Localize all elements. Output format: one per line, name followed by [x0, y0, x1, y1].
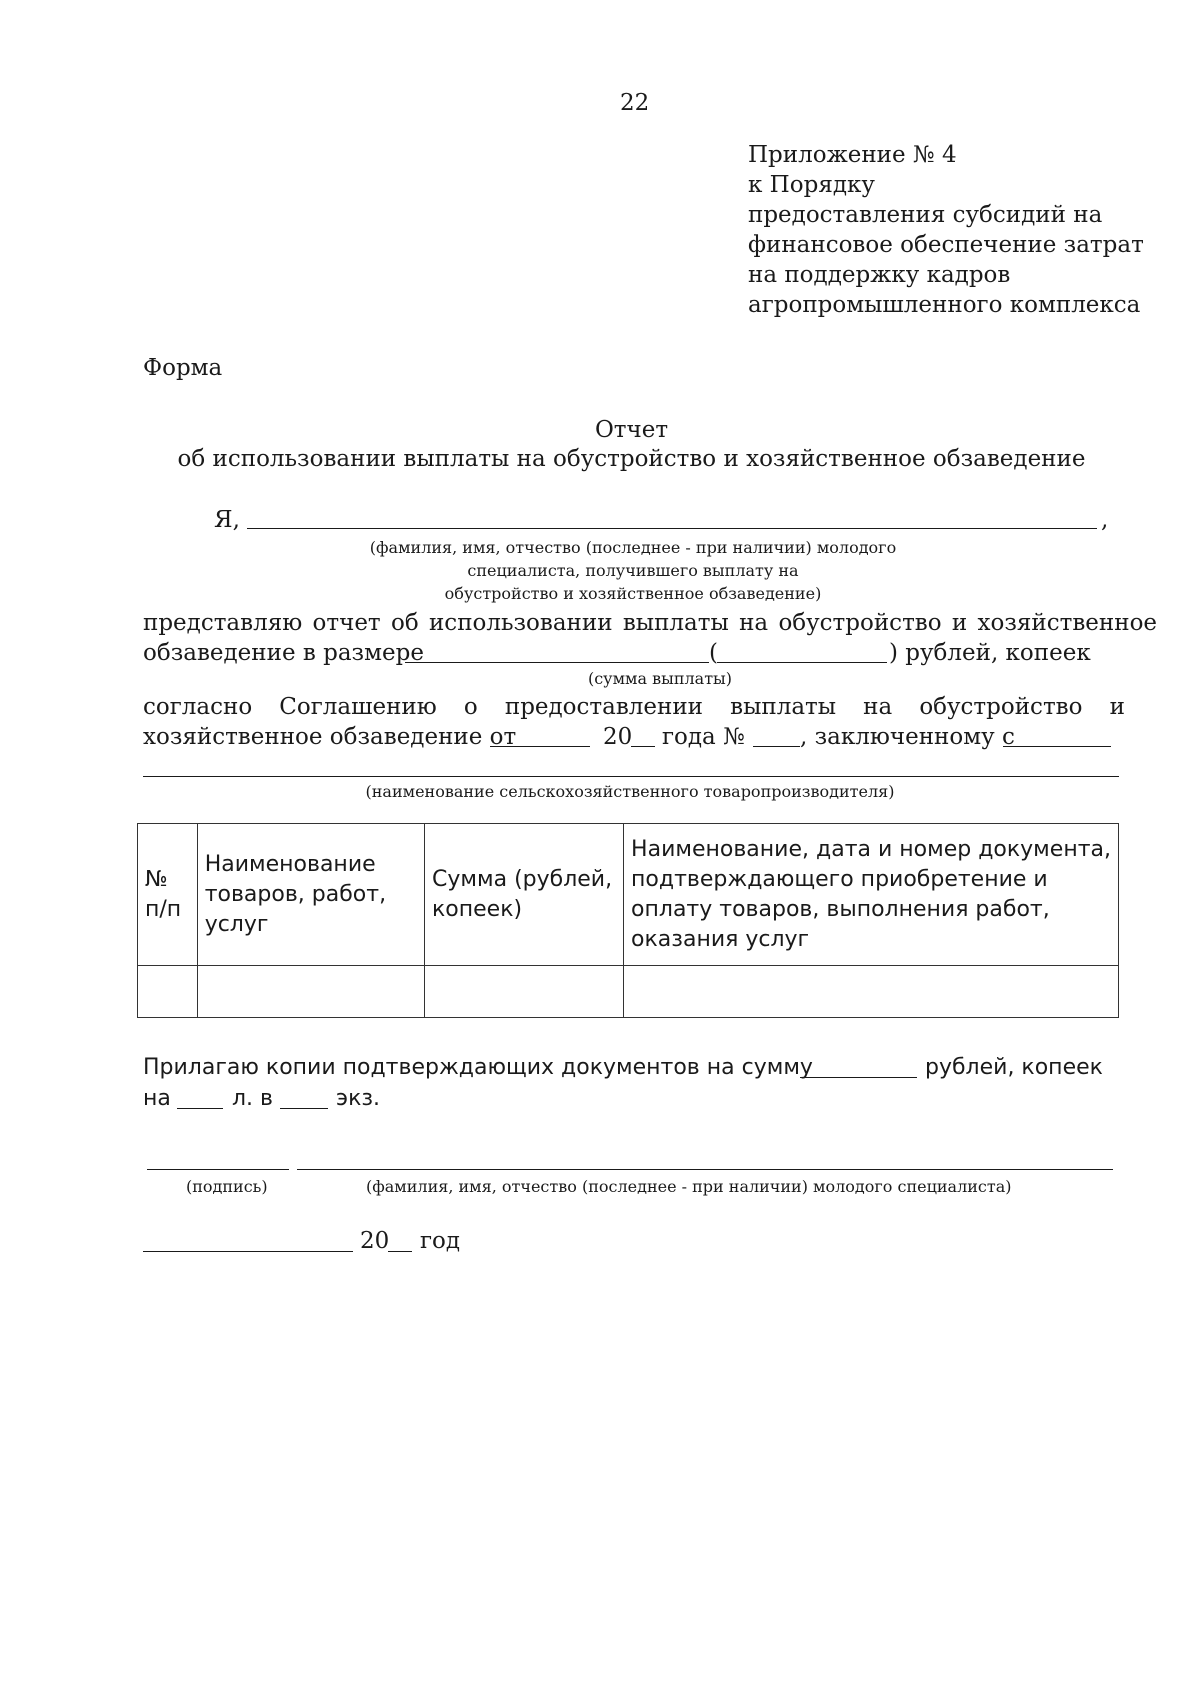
appendix-line: к Порядку [748, 172, 875, 198]
form-label: Форма [143, 355, 223, 381]
agreement-word: о [463, 694, 478, 720]
amount-figures-field[interactable] [717, 662, 887, 663]
report-text-line2-suffix: ) рублей, копеек [889, 640, 1091, 666]
producer-name-field[interactable] [143, 776, 1119, 777]
report-subtitle: об использовании выплаты на обустройство и хозяйственное обзаведение [177, 446, 1086, 472]
date-field[interactable] [143, 1251, 353, 1252]
page-number: 22 [620, 90, 650, 116]
attachments-sum-field[interactable] [800, 1077, 917, 1078]
signatory-name-hint: (фамилия, имя, отчество (последнее - при наличии) молодого специалиста) [366, 1177, 1012, 1196]
date-year-field[interactable] [388, 1251, 412, 1252]
agreement-word: выплаты [730, 694, 837, 720]
agreement-word: и [1109, 694, 1125, 720]
hint-line: обустройство и хозяйственное обзаведение) [444, 584, 822, 603]
appendix-line: финансовое обеспечение затрат [748, 232, 1144, 258]
declarant-prefix: Я, [214, 507, 240, 533]
agreement-word: согласно [143, 694, 253, 720]
header-line: копеек) [432, 896, 523, 922]
attachments-copies-field[interactable] [280, 1108, 328, 1109]
declarant-name-field[interactable] [247, 528, 1097, 529]
appendix-line: на поддержку кадров [748, 262, 1011, 288]
appendix-line: Приложение № 4 [748, 142, 957, 168]
signature-field[interactable] [147, 1169, 289, 1170]
header-line: Сумма (рублей, [432, 866, 613, 892]
date-year-suffix: год [420, 1228, 461, 1254]
appendix-block [748, 140, 1144, 320]
hint-line: (фамилия, имя, отчество (последнее - при наличии) молодого [369, 538, 897, 557]
expense-table [137, 823, 1119, 1018]
declarant-suffix: , [1101, 507, 1109, 533]
report-text-line1 [143, 608, 1158, 638]
agreement-year-field[interactable] [631, 746, 655, 747]
header-line: услуг [204, 911, 269, 937]
agreement-date-field[interactable] [490, 746, 590, 747]
header-line: оказания услуг [631, 926, 810, 952]
agreement-concluded-with: , заключенному с [800, 724, 1015, 750]
agreement-line2-a: хозяйственное обзаведение от [143, 724, 517, 750]
attachments-line2-c: экз. [336, 1086, 381, 1111]
agreement-word: обустройство [919, 694, 1083, 720]
attachments-line1-b: рублей, копеек [925, 1055, 1103, 1080]
amount-words-field[interactable] [405, 662, 709, 663]
declarant-hint [338, 536, 928, 605]
agreement-number-field[interactable] [753, 746, 800, 747]
table-row [138, 966, 1119, 1018]
report-text: представляю отчет об использовании выплаты на обустройство и хозяйственное [143, 610, 1158, 636]
table-cell[interactable] [197, 966, 424, 1018]
signature-hint: (подпись) [186, 1177, 268, 1196]
attachments-line1-a: Прилагаю копии подтверждающих документов на сумму [143, 1055, 813, 1080]
table-cell[interactable] [624, 966, 1119, 1018]
header-line: Наименование, дата и номер документа, [631, 836, 1111, 862]
agreement-word: предоставлении [504, 694, 704, 720]
agreement-word: Соглашению [279, 694, 437, 720]
agreement-number-label: года № [662, 724, 745, 750]
agreement-word: на [863, 694, 893, 720]
header-cell-document [624, 824, 1119, 966]
paren-open: ( [709, 640, 718, 666]
header-cell-number [138, 824, 198, 966]
header-line: п/п [145, 896, 182, 922]
header-line: № [145, 866, 168, 892]
table-cell[interactable] [138, 966, 198, 1018]
attachments-line2-b: л. в [232, 1086, 274, 1111]
appendix-line: предоставления субсидий на [748, 202, 1103, 228]
appendix-line: агропромышленного комплекса [748, 292, 1141, 318]
agreement-party-field[interactable] [1003, 746, 1111, 747]
table-cell[interactable] [425, 966, 624, 1018]
report-text-line2-prefix: обзаведение в размере [143, 640, 424, 666]
header-line: оплату товаров, выполнения работ, [631, 896, 1050, 922]
table-header-row [138, 824, 1119, 966]
header-cell-name [197, 824, 424, 966]
header-line: товаров, работ, [204, 881, 387, 907]
agreement-line1 [143, 692, 1125, 722]
agreement-year-prefix: 20 [603, 724, 633, 750]
amount-hint: (сумма выплаты) [587, 669, 733, 688]
header-line: подтверждающего приобретение и [631, 866, 1048, 892]
header-cell-sum [425, 824, 624, 966]
attachments-line2-a: на [143, 1086, 171, 1111]
producer-hint: (наименование сельскохозяйственного товаропроизводителя) [365, 782, 895, 801]
signatory-name-field[interactable] [297, 1169, 1113, 1170]
report-title: Отчет [594, 417, 669, 443]
date-year-prefix: 20 [360, 1228, 390, 1254]
hint-line: специалиста, получившего выплату на [467, 561, 799, 580]
attachments-pages-field[interactable] [177, 1108, 223, 1109]
header-line: Наименование [204, 851, 376, 877]
